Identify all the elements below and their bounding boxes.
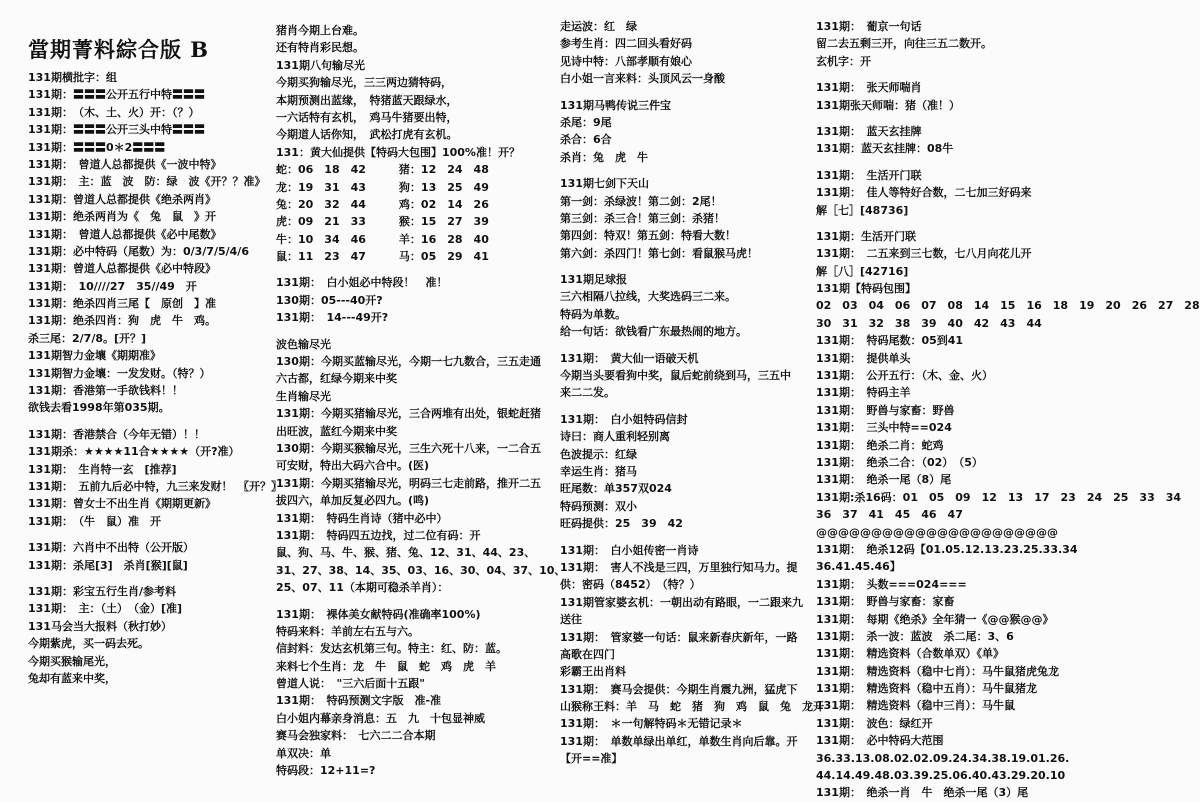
col3-line: 131期： 白小姐传密一肖诗: [560, 543, 699, 557]
col4-line: 131期：生活开门联: [816, 229, 916, 243]
col3-line: 131期管家婆玄机：一朝出动有路眼，一二跟来九: [560, 595, 803, 609]
col4-line: 131期： 必中特码大范围: [816, 734, 944, 748]
page-title: 當期菁料綜合版 B: [28, 37, 210, 62]
col3-line: 131期： 管家婆一句话：鼠来新春庆新年，一路: [560, 630, 798, 644]
col2-line: 波色输尽光: [276, 337, 331, 351]
col3-line: 参考生肖：四二回头看好码: [560, 37, 692, 51]
col3-line: 给一句话：欲钱看广东最热闹的地方。: [560, 325, 747, 339]
col3-line: 色波提示：红绿: [560, 447, 637, 461]
spacer: [816, 219, 1076, 228]
col4-line: 36 37 41 45 46 47: [816, 508, 963, 522]
col2-line: 牛：10 34 46 羊：16 28 40: [276, 232, 489, 246]
spacer: [816, 158, 1076, 167]
col4-line: 30 31 32 38 39 40 42 43 44: [816, 316, 1042, 330]
col1-line: 131期：彩宝五行生肖/参考料: [28, 584, 176, 598]
col2-line: 来料七个生肖：龙 牛 鼠 蛇 鸡 虎 羊: [276, 659, 496, 673]
col4-line: 02 03 04 06 07 08 14 15 16 18 19 20 26 27 28: [816, 299, 1200, 313]
col1-line: 131期：曾道人总都提供《绝杀两肖》: [28, 192, 216, 206]
col4-line: 131期： 三头中特==024: [816, 421, 952, 435]
col2-line: 鼠：11 23 47 马：05 29 41: [276, 250, 489, 264]
col3-line: 第三剑：杀三合！第三剑：杀猪！: [560, 211, 725, 225]
col3-line: 第一剑：杀绿波！第二剑：2尾！: [560, 194, 722, 208]
col3-line: 山猴称王料：羊 马 蛇 猪 狗 鸡 鼠 兔 龙开: [560, 700, 824, 714]
col2-line: 虎：09 21 33 猴：15 27 39: [276, 215, 489, 229]
col4-line: 131期： 精选资料（合数单双）《单》: [816, 647, 1004, 661]
col3-line: 131期： 白小姐特码信封: [560, 412, 688, 426]
col3-line: 杀肖：兔 虎 牛: [560, 150, 648, 164]
col1-line: 131期： （牛 鼠）准 开: [28, 514, 161, 528]
col4-line: 131期： 佳人等特好合数，二七加三好码来: [816, 186, 1032, 200]
col4-line: 131期： 特码主羊: [816, 386, 911, 400]
col1-line: 131期：绝杀四肖：狗 虎 牛 鸡。: [28, 314, 216, 328]
col3-line: 131期马鸭传说三件宝: [560, 98, 671, 112]
col4-line: 解［八］[42716]: [816, 264, 909, 278]
col3-line: 131期： 黄大仙一语破天机: [560, 351, 699, 365]
col3-line: 131期： 赛马会提供：今期生肖震九洲，猛虎下: [560, 682, 798, 696]
col1-line: 131期智力金壤：一发发财。（特？）: [28, 366, 211, 380]
col1-line: 131期：六肖中不出特（公开版）: [28, 541, 194, 555]
col2-line: 131期： 白小姐必中特段！ 准！: [276, 276, 448, 290]
col2-line: 还有特肖彩民想。: [276, 41, 364, 55]
col2-line: 131：黄大仙提供【特码大包围】100%准！开？: [276, 145, 520, 159]
col3-line: 三六相隔八拉线，大奖选码三二来。: [560, 290, 736, 304]
col4-line: 131期： 绝杀一肖 牛 绝杀一尾（3）尾: [816, 786, 1029, 800]
col2-line: 31、27、38、14、35、03、16、30、04、37、10、: [276, 563, 566, 577]
col4-line: 131期： 张天师喘肖: [816, 81, 922, 95]
col4-line: 131期： 二五来到三七数，七八月向花儿开: [816, 247, 1032, 261]
col2-line: 本期预测出蓝缘， 特猪蓝天跟绿水，: [276, 93, 458, 107]
col3-line: 旺码提供：25 39 42: [560, 517, 683, 531]
col2-line: 蛇：06 18 42 猪：12 24 48: [276, 163, 489, 177]
col2-line: 131期： 14---49开?: [276, 311, 389, 325]
col2-line: 131期： 特码四五边找，过二位有码：开: [276, 528, 481, 542]
col2-line: 今期买狗输尽光，三三两边猜特码，: [276, 76, 452, 90]
col2-line: 131期八句输尽光: [276, 58, 365, 72]
spacer: [560, 533, 810, 542]
col3-line: 供：密码（8452） （特？）: [560, 578, 701, 592]
col1-line: 131期：香港第一手欲钱料！！: [28, 384, 183, 398]
col4-line: 131期： 公开五行：（木、金、火）: [816, 369, 993, 383]
col1-line: 杀三尾：2/7/8。[开？]: [28, 331, 147, 345]
col3-line: 今期当头要看狗中奖，鼠后蛇前绕到马，三五中: [560, 369, 791, 383]
col2-line: 特码段：12+11=?: [276, 764, 376, 778]
col2-line: 131期：今期买猪输尽光，三合两堆有出处，银蛇赶猪: [276, 407, 541, 421]
col3-line: 见诗中特：八部孝顺有娘心: [560, 54, 692, 68]
col4-line: 131期： 提供单头: [816, 351, 911, 365]
col2-line: 猪肖今期上台难。: [276, 24, 364, 37]
col4-line: 131期： 野兽与家畜：野兽: [816, 403, 955, 417]
col2-line: 单双决：单: [276, 746, 331, 760]
col2-line: 拔四六，单加反复必四九。(鸣): [276, 494, 430, 508]
col1-line: 131期： 曾道人总都提供《必中尾数》: [28, 227, 222, 241]
col2-line: 130期：今期买猴输尽光，三生六死十八来，一二合五: [276, 441, 541, 455]
col4-line: 131期： 野兽与家畜：家畜: [816, 595, 955, 609]
col3-line: 131期足球报: [560, 273, 627, 287]
col2-line: 生肖输尽光: [276, 389, 331, 403]
col3-line: 【开==准】: [560, 752, 623, 766]
col4-line: 131期【特码包围】: [816, 282, 916, 296]
col3-line: 高歌在四门: [560, 647, 615, 661]
col4-line: 留二去五剩三开，向往三五二数开。: [816, 37, 992, 51]
col2-line: 信封料：发达玄机第三句。特主：红、防：蓝。: [276, 642, 507, 656]
col2-line: 131期：今期买猪输尽光，明码三七走前路，推开二五: [276, 476, 541, 490]
column-4: [816, 18, 1200, 802]
col1-line: 131期：香港禁合（今年无错）！！: [28, 427, 205, 441]
col1-line: 131马会当大报料（秋打妙）: [28, 619, 172, 633]
col4-line: 36.41.45.46】: [816, 560, 901, 574]
spacer: [276, 265, 556, 274]
col2-line: 130期：05---40开?: [276, 293, 383, 307]
col4-line: 玄机字：开: [816, 54, 871, 68]
col1-line: 131期杀：★★★★11合★★★★（开?准）: [28, 445, 240, 459]
col3-line: 特码预测：双小: [560, 499, 637, 513]
col3-line: 131期七剑下天山: [560, 177, 649, 191]
col2-line: 鼠、狗、马、牛、猴、猪、兔、12、31、44、23、: [276, 546, 536, 560]
col2-line: 龙：19 31 43 狗：13 25 49: [276, 180, 489, 194]
col1-line: 131期：〓〓〓公开三头中特〓〓〓: [28, 123, 205, 137]
column-3: [560, 18, 824, 768]
spacer: [816, 70, 1076, 79]
spacer: [560, 262, 810, 271]
col4-line: 131期：蓝天玄挂牌：08牛: [816, 142, 954, 156]
col2-line: 131期： 裸体美女献特码(准确率100%): [276, 607, 481, 621]
col2-line: 六古都，红绿今期来中奖: [276, 372, 397, 386]
spacer: [560, 341, 810, 350]
col1-line: 今期买猴输尾光，: [28, 654, 116, 668]
spacer: [560, 88, 810, 97]
col2-line: 兔：20 32 44 鸡：02 14 26: [276, 197, 489, 211]
col1-line: 131期： 生肖特一玄 [推荐]: [28, 462, 177, 476]
col4-line: 131期： 绝杀二合：（02） （5）: [816, 455, 983, 469]
col2-line: 一六话特有玄机， 鸡马牛猪要出特，: [276, 110, 458, 124]
col4-line: 131期： 绝杀12码【01.05.12.13.23.25.33.34: [816, 542, 1078, 556]
col3-line: 诗曰：商人重利轻别离: [560, 430, 670, 444]
col1-line: 131期： 主：（土） （金）[准]: [28, 602, 183, 616]
col4-line: 131期： 波色：绿红开: [816, 716, 933, 730]
col1-line: 131期：曾道人总都提供《必中特段》: [28, 262, 216, 276]
col4-line: 44.14.49.48.03.39.25.06.40.43.29.20.10: [816, 769, 1066, 783]
col1-line: 131期：杀尾[3] 杀肖[猴][鼠]: [28, 558, 188, 572]
col3-line: 彩霸王出肖料: [560, 665, 626, 679]
col1-line: 131期：〓〓〓公开五行中特〓〓〓: [28, 88, 205, 102]
col3-line: 第四剑：特双！第五剑：特看大数！: [560, 229, 736, 243]
col1-line: 131期： （木、土、火）开：（？）: [28, 105, 200, 119]
col4-line: 131期： 精选资料（稳中五肖）：马牛鼠猪龙: [816, 682, 1037, 696]
col2-line: 131期： 特码预测文字版 准-准: [276, 694, 442, 708]
col3-line: 131期： 害人不浅是三四，万里独行知马力。提: [560, 560, 798, 574]
col2-line: 赛马会独家料： 七六二二合本期: [276, 729, 436, 743]
col3-line: 特码为单数。: [560, 307, 626, 321]
col1-line: 131期： 五前九后必中特，九三来发财！ 〖开？〗: [28, 479, 282, 493]
col2-line: 131期： 特码生肖诗（猪中必中）: [276, 511, 448, 525]
column-2: [276, 22, 566, 779]
spacer: [276, 597, 556, 606]
col1-line: 今期紫虎，买一码去死。: [28, 637, 149, 651]
col3-line: 幸运生肖：猪马: [560, 464, 637, 478]
col3-line: 杀合：6合: [560, 133, 612, 147]
col3-line: 走运波：红 绿: [560, 20, 637, 33]
col2-line: 特码来料：羊前左右五与六。: [276, 624, 419, 638]
col1-line: 131期：〓〓〓0＊2〓〓〓: [28, 140, 166, 154]
col1-line: 131期： 曾道人总都提供《一波中特》: [28, 157, 222, 171]
col3-line: 送往: [560, 613, 582, 627]
col4-line: 解［七］[48736]: [816, 203, 909, 217]
col4-line: 131期： 精选资料（稳中七肖）：马牛鼠猪虎兔龙: [816, 664, 1059, 678]
col1-line: 131期： 10////27 35//49 开: [28, 279, 197, 293]
col3-line: 旺尾数：单357双024: [560, 482, 672, 496]
col1-line: 131期： 主：蓝 波 防：绿 波《开？？准》: [28, 175, 266, 189]
col2-line: 可安财，特出大码六合中。(医): [276, 459, 430, 473]
spacer: [560, 402, 810, 411]
col4-line: 131期： 绝杀一尾（8）尾: [816, 473, 952, 487]
col4-line: 131期： 杀一波：蓝波 杀二尾：3、6: [816, 629, 1014, 643]
col1-line: 131期：曾女士不出生肖《期期更新》: [28, 497, 216, 511]
col2-line: 130期：今期买蓝输尽光，今期一七九数合，三五走通: [276, 355, 541, 369]
col4-line: 131期： 每期《绝杀》全年猜一《@@猴@@》: [816, 612, 1054, 626]
col4-line: 131期:杀16码：01 05 09 12 13 17 23 24 25 33 34: [816, 490, 1182, 504]
spacer: [28, 574, 268, 583]
col1-line: 131期智力金壤《期期准》: [28, 349, 161, 363]
col1-line: 欲钱去看1998年第035期。: [28, 401, 170, 415]
col2-line: 出旺波，蓝红今期来中奖: [276, 424, 397, 438]
col4-line: 131期： 蓝天玄挂牌: [816, 124, 922, 138]
col4-line: 131期张天师喘：猪（准！）: [816, 98, 960, 112]
col3-line: 来二二发。: [560, 386, 615, 400]
spacer: [28, 417, 268, 426]
col2-line: 曾道人说： "三六后面十五跟": [276, 677, 425, 691]
col3-line: 白小姐一言来料：头顶风云一身酸: [560, 72, 725, 86]
col2-line: 白小姐内幕亲身消息：五 九 十包显神威: [276, 711, 485, 725]
spacer: [560, 166, 810, 175]
col4-line: 131期： 绝杀二肖：蛇鸡: [816, 438, 944, 452]
spacer: [816, 114, 1076, 123]
col3-line: 第六剑：杀四门！第七剑：看鼠猴马虎！: [560, 246, 758, 260]
column-1: [28, 34, 282, 687]
col3-line: 131期： 单数单绿出单红，单数生肖向后靠。开: [560, 734, 798, 748]
col4-line: 131期： 头数===024===: [816, 577, 967, 591]
col2-line: 今期道人话你知， 武松打虎有玄机。: [276, 128, 458, 142]
col4-line: 36.33.13.08.02.02.09.24.34.38.19.01.26.: [816, 751, 1070, 765]
spacer: [276, 327, 556, 336]
col1-line: 131期：绝杀四肖三尾【 原创 】准: [28, 297, 216, 311]
col1-line: 131期：绝杀两肖为《 兔 鼠 》开: [28, 210, 216, 224]
col3-line: 131期： ＊一句解特码＊无错记录＊: [560, 717, 743, 731]
col4-line: 131期： 生活开门联: [816, 168, 922, 182]
col4-line: @@@@@@@@@@@@@@@@@@@@@@: [816, 525, 1058, 539]
col1-line: 131期横批字：组: [28, 71, 117, 84]
col3-line: 杀尾：9尾: [560, 115, 612, 129]
spacer: [28, 530, 268, 539]
col1-line: 兔却有蓝来中奖，: [28, 671, 116, 685]
col2-line: 25、07、11（本期可稳杀羊肖）：: [276, 581, 449, 595]
col1-line: 131期：必中特码（尾数）为：0/3/7/5/4/6: [28, 244, 249, 258]
col4-line: 131期： 精选资料（稳中三肖）：马牛鼠: [816, 699, 1015, 713]
col4-line: 131期： 葡京一句话: [816, 20, 922, 33]
col4-line: 131期： 特码尾数：05到41: [816, 334, 964, 348]
